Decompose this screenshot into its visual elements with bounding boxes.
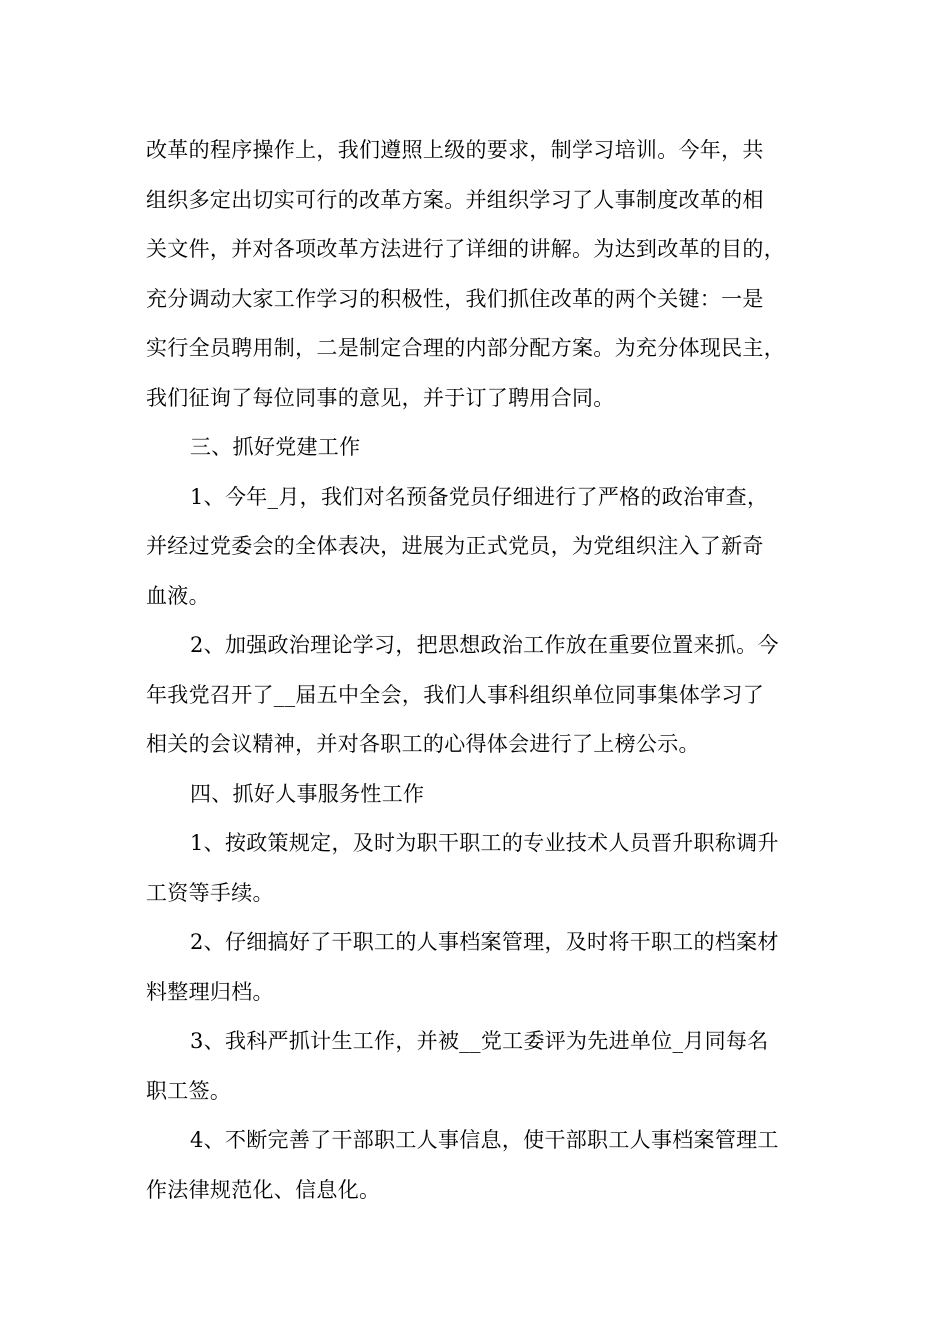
text-line: 我们征询了每位同事的意见，并于订了聘用合同。 — [146, 385, 615, 410]
section-heading: 四、抓好人事服务性工作 — [190, 781, 425, 806]
text-line: 1、按政策规定，及时为职干职工的专业技术人员晋升职称调升 — [190, 831, 779, 855]
text-line: 年我党召开了__届五中全会，我们人事科组织单位同事集体学习了 — [146, 682, 764, 707]
text-line: 并经过党委会的全体表决，进展为正式党员，为党组织注入了新奇 — [146, 534, 764, 558]
document-body — [146, 126, 826, 1215]
text-line: 血液。 — [146, 583, 210, 608]
text-line: 充分调动大家工作学习的积极性，我们抓住改革的两个关键：一是 — [146, 286, 764, 311]
text-line: 1、今年_月，我们对名预备党员仔细进行了严格的政治审查， — [190, 484, 769, 509]
text-line: 关文件，并对各项改革方法进行了详细的讲解。为达到改革的目的， — [146, 237, 785, 261]
text-line: 改革的程序操作上，我们遵照上级的要求，制学习培训。今年，共 — [146, 138, 764, 162]
text-line: 工资等手续。 — [146, 880, 274, 905]
text-line: 料整理归档。 — [146, 979, 274, 1004]
text-line: 组织多定出切实可行的改革方案。并组织学习了人事制度改革的相 — [146, 187, 764, 212]
text-line: 4、不断完善了干部职工人事信息，使干部职工人事档案管理工 — [190, 1128, 779, 1152]
text-line: 2、加强政治理论学习，把思想政治工作放在重要位置来抓。今 — [190, 633, 779, 657]
section-heading: 三、抓好党建工作 — [190, 435, 361, 459]
text-line: 职工签。 — [146, 1078, 232, 1103]
text-line: 相关的会议精神，并对各职工的心得体会进行了上榜公示。 — [146, 732, 700, 756]
text-line: 3、我科严抓计生工作，并被__党工委评为先进单位_月同每名 — [190, 1029, 769, 1053]
text-line: 实行全员聘用制，二是制定合理的内部分配方案。为充分体现民主， — [146, 336, 785, 360]
text-line: 作法律规范化、信息化。 — [146, 1177, 381, 1202]
text-line: 2、仔细搞好了干职工的人事档案管理，及时将干职工的档案材 — [190, 930, 779, 954]
